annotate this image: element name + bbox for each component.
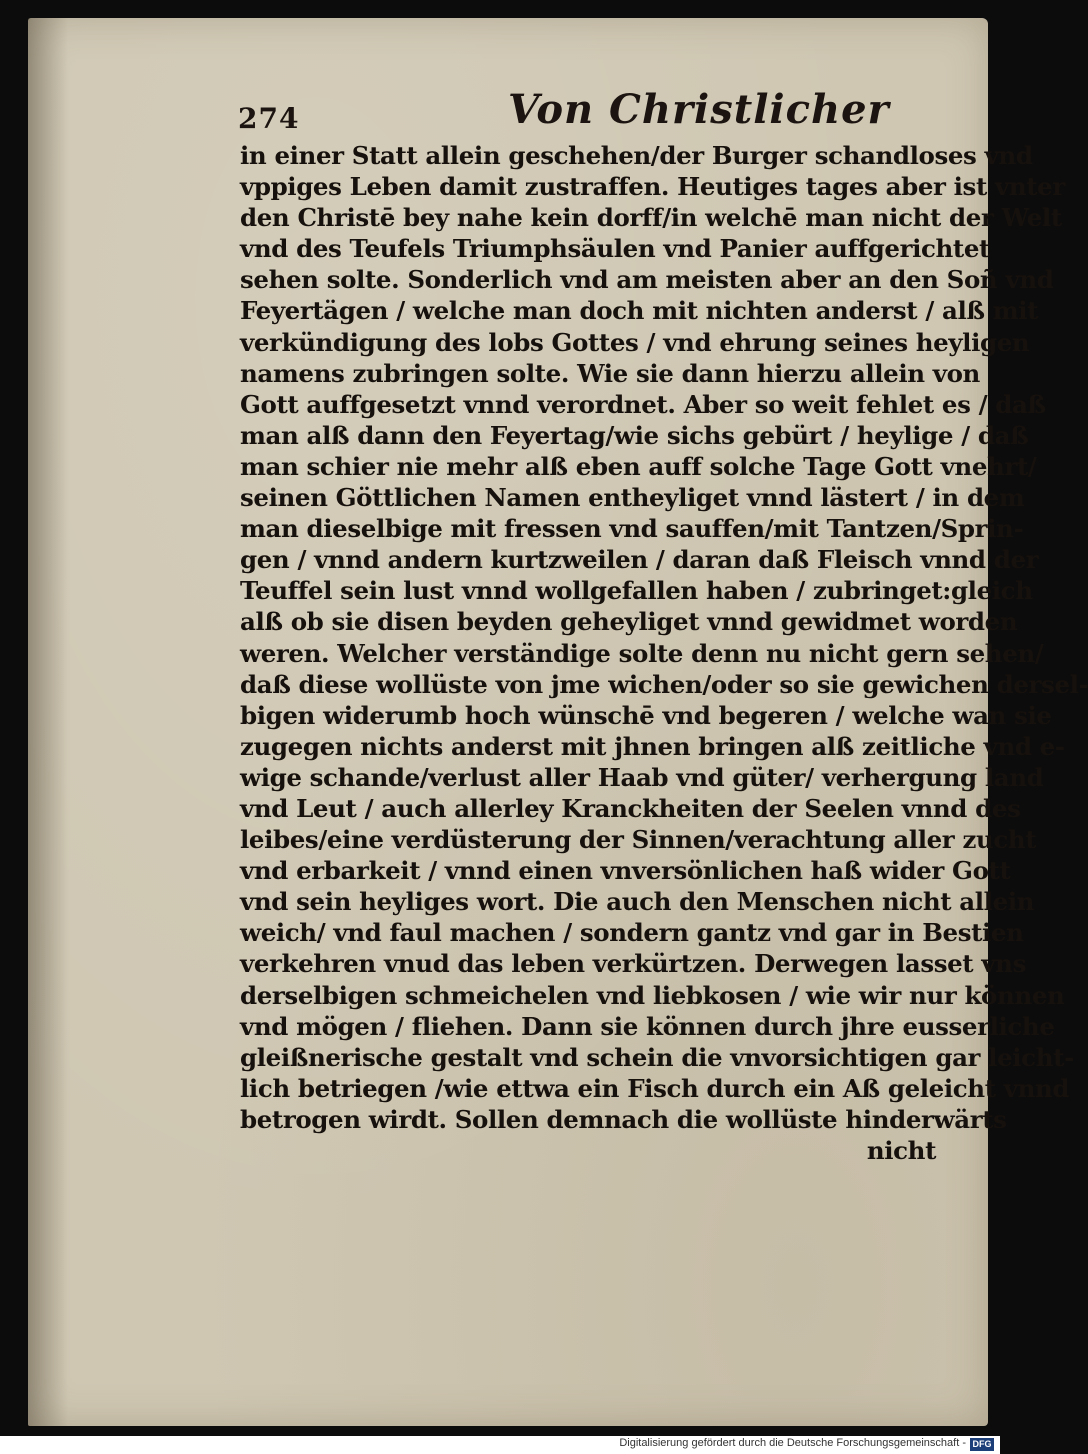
text-line: Feyertägen / welche man doch mit nichten anderst / alß mit — [240, 296, 1039, 326]
text-line: wige schande/verlust aller Haab vnd güter/ verhergung land — [240, 762, 1044, 792]
text-line: zugegen nichts anderst mit jhnen bringen alß zeitliche vnd e- — [240, 731, 1065, 761]
text-line: vnd Leut / auch allerley Kranckheiten der Seelen vnnd des — [240, 793, 1021, 823]
page-number: 274 — [238, 102, 300, 135]
text-line: vnd erbarkeit / vnnd einen vnversönlichen haß wider Gott — [240, 856, 1011, 886]
text-line: namens zubringen solte. Wie sie dann hierzu allein von — [240, 358, 980, 388]
text-line: sehen solte. Sonderlich vnd am meisten aber an den Soñ vnd — [240, 265, 1054, 295]
text-line: verkehren vnud das leben verkürtzen. Derwegen lasset vns — [240, 949, 1026, 979]
catchword: nicht — [866, 1136, 936, 1165]
digitization-footer — [0, 1436, 1000, 1454]
text-line: leibes/eine verdüsterung der Sinnen/verachtung aller zucht — [240, 825, 1037, 855]
page-header — [238, 86, 958, 140]
text-line: lich betriegen /wie ettwa ein Fisch durch ein Aß geleicht vnnd — [240, 1073, 1070, 1103]
text-line: alß ob sie disen beyden geheyliget vnnd gewidmet worden — [240, 607, 1018, 637]
text-line: vnd mögen / fliehen. Dann sie können durch jhre eusserliche — [240, 1011, 1055, 1041]
text-line: man dieselbige mit fressen vnd sauffen/mit Tantzen/Sprin- — [240, 514, 1024, 544]
text-line: weren. Welcher verständige solte denn nu nicht gern sehen/ — [240, 638, 1044, 668]
text-line: verkündigung des lobs Gottes / vnd ehrung seines heyligen — [240, 327, 1030, 357]
text-line: bigen widerumb hoch wünschē vnd begeren / welche wan sie — [240, 700, 1052, 730]
text-line: in einer Statt allein geschehen/der Burger schandloses vnd — [240, 141, 1033, 170]
text-line: vnd des Teufels Triumphsäulen vnd Panier auffgerichtet — [240, 234, 990, 264]
text-line: man alß dann den Feyertag/wie sichs gebürt / heylige / daß — [240, 420, 1029, 450]
text-line: Teuffel sein lust vnnd wollgefallen haben / zubringet:gleich — [240, 576, 1033, 606]
text-line: gleißnerische gestalt vnd schein die vnvorsichtigen gar leicht- — [240, 1042, 1074, 1072]
text-line: vppiges Leben damit zustraffen. Heutiges tages aber ist vnter — [240, 172, 1065, 202]
text-line: seinen Göttlichen Namen entheyliget vnnd lästert / in dem — [240, 483, 1025, 513]
dfg-logo-icon: DFG — [970, 1438, 994, 1451]
text-line: daß diese wollüste von jme wichen/oder so sie gewichen dersel- — [240, 669, 1088, 699]
text-line: man schier nie mehr alß eben auff solche Tage Gott vnehrt/ — [240, 451, 1037, 481]
text-line: betrogen wirdt. Sollen demnach die wollüste hinderwärts — [240, 1104, 1007, 1134]
text-line: vnd sein heyliges wort. Die auch den Menschen nicht allein — [240, 887, 1035, 917]
text-line: gen / vnnd andern kurtzweilen / daran daß Fleisch vnnd der — [240, 545, 1039, 575]
text-line: weich/ vnd faul machen / sondern gantz vnd gar in Bestien — [240, 918, 1024, 948]
text-line: den Christē bey nahe kein dorff/in welchē man nicht der Welt — [240, 203, 1062, 233]
body-text — [240, 140, 1088, 1166]
running-head: Von Christlicher — [508, 86, 890, 133]
text-line: derselbigen schmeichelen vnd liebkosen / wie wir nur können — [240, 980, 1065, 1010]
text-line: Gott auffgesetzt vnnd verordnet. Aber so weit fehlet es / daß — [240, 389, 1046, 419]
funding-notice: Digitalisierung gefördert durch die Deutsche Forschungsgemeinschaft - — [619, 1437, 966, 1449]
